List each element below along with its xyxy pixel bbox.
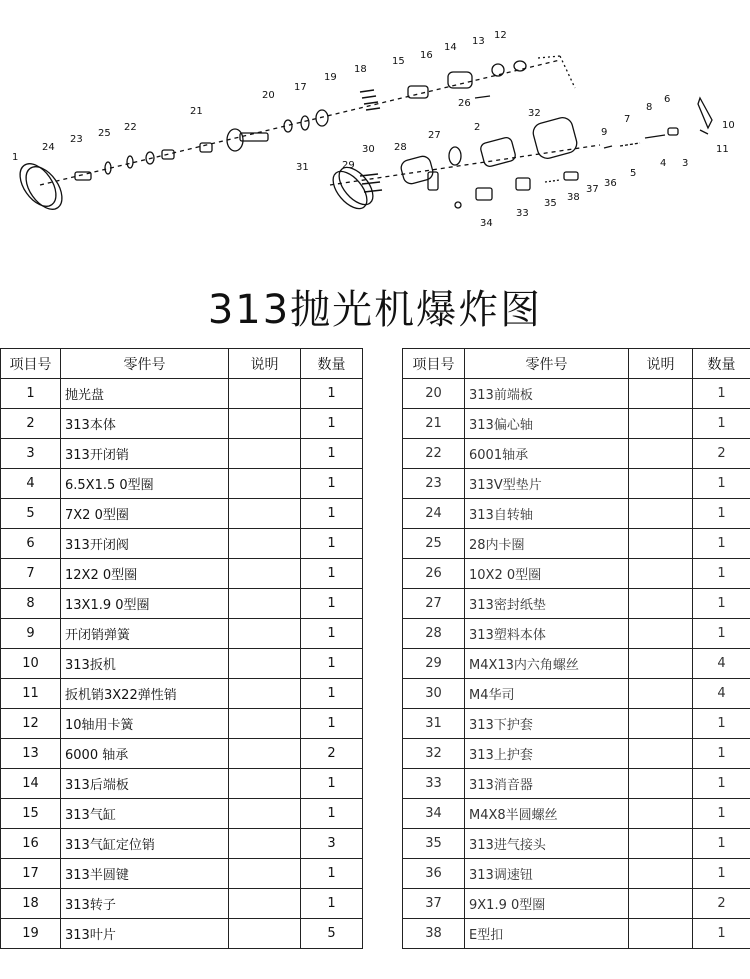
description-cell [229, 409, 301, 439]
description-cell [229, 529, 301, 559]
description-cell [229, 769, 301, 799]
description-cell [229, 379, 301, 409]
quantity-cell: 3 [301, 829, 363, 859]
description-cell [629, 439, 693, 469]
item-number-cell: 14 [1, 769, 61, 799]
header-item-number: 项目号 [1, 349, 61, 379]
callout-label: 25 [98, 128, 111, 139]
table-row [403, 679, 750, 709]
callout-label: 9 [601, 127, 608, 138]
quantity-cell: 1 [301, 709, 363, 739]
part-name-cell: 313转子 [61, 889, 229, 919]
item-number-cell: 36 [403, 859, 465, 889]
quantity-cell: 1 [301, 409, 363, 439]
quantity-cell: 1 [693, 499, 750, 529]
table-row [1, 889, 363, 919]
item-number-cell: 17 [1, 859, 61, 889]
part-name-cell: 313进气接头 [465, 829, 629, 859]
table-row [403, 529, 750, 559]
item-number-cell: 26 [403, 559, 465, 589]
callout-label: 22 [124, 122, 137, 133]
description-cell [629, 379, 693, 409]
description-cell [229, 469, 301, 499]
part-name-cell: E型扣 [465, 919, 629, 949]
callout-label: 34 [480, 218, 493, 229]
item-number-cell: 11 [1, 679, 61, 709]
item-number-cell: 12 [1, 709, 61, 739]
quantity-cell: 1 [693, 739, 750, 769]
item-number-cell: 21 [403, 409, 465, 439]
part-name-cell: 10轴用卡簧 [61, 709, 229, 739]
quantity-cell: 1 [693, 709, 750, 739]
part-name-cell: M4X8半圆螺丝 [465, 799, 629, 829]
callout-label: 29 [342, 160, 355, 171]
table-row [1, 649, 363, 679]
description-cell [229, 799, 301, 829]
quantity-cell: 1 [301, 769, 363, 799]
quantity-cell: 1 [693, 589, 750, 619]
callout-label: 13 [472, 36, 485, 47]
quantity-cell: 1 [693, 469, 750, 499]
header-quantity: 数量 [301, 349, 363, 379]
description-cell [229, 919, 301, 949]
part-name-cell: 313偏心轴 [465, 409, 629, 439]
item-number-cell: 2 [1, 409, 61, 439]
quantity-cell: 1 [301, 469, 363, 499]
part-name-cell: 6001轴承 [465, 439, 629, 469]
description-cell [229, 679, 301, 709]
description-cell [229, 859, 301, 889]
part-name-cell: M4华司 [465, 679, 629, 709]
item-number-cell: 6 [1, 529, 61, 559]
part-name-cell: 7X2 0型圈 [61, 499, 229, 529]
part-name-cell: 313本体 [61, 409, 229, 439]
description-cell [629, 739, 693, 769]
table-row [403, 469, 750, 499]
description-cell [629, 889, 693, 919]
callout-label: 37 [586, 184, 599, 195]
table-row [1, 559, 363, 589]
item-number-cell: 34 [403, 799, 465, 829]
quantity-cell: 1 [693, 829, 750, 859]
part-name-cell: 313密封纸垫 [465, 589, 629, 619]
part-name-cell: 313半圆键 [61, 859, 229, 889]
item-number-cell: 3 [1, 439, 61, 469]
page-title: 313抛光机爆炸图 [207, 287, 543, 333]
description-cell [629, 619, 693, 649]
item-number-cell: 25 [403, 529, 465, 559]
table-row [1, 919, 363, 949]
description-cell [629, 589, 693, 619]
part-name-cell: 313塑料本体 [465, 619, 629, 649]
callout-label: 19 [324, 72, 337, 83]
callout-label: 4 [660, 158, 667, 169]
part-name-cell: 313自转轴 [465, 499, 629, 529]
header-item-number: 项目号 [403, 349, 465, 379]
description-cell [229, 619, 301, 649]
quantity-cell: 1 [693, 379, 750, 409]
header-part-name: 零件号 [61, 349, 229, 379]
description-cell [229, 649, 301, 679]
quantity-cell: 1 [693, 799, 750, 829]
part-name-cell: 6.5X1.5 0型圈 [61, 469, 229, 499]
part-name-cell: 313后端板 [61, 769, 229, 799]
part-name-cell: 12X2 0型圈 [61, 559, 229, 589]
part-name-cell: 313消音器 [465, 769, 629, 799]
callout-label: 36 [604, 178, 617, 189]
part-name-cell: 313调速钮 [465, 859, 629, 889]
callout-label: 14 [444, 42, 457, 53]
table-row [403, 379, 750, 409]
callout-label: 35 [544, 198, 557, 209]
item-number-cell: 28 [403, 619, 465, 649]
description-cell [629, 829, 693, 859]
callout-label: 32 [528, 108, 541, 119]
description-cell [229, 889, 301, 919]
part-name-cell: 13X1.9 0型圈 [61, 589, 229, 619]
table-row [1, 859, 363, 889]
callout-label: 11 [716, 144, 729, 155]
table-row [403, 859, 750, 889]
part-name-cell: 313上护套 [465, 739, 629, 769]
description-cell [629, 859, 693, 889]
part-name-cell: 6000 轴承 [61, 739, 229, 769]
callout-label: 24 [42, 142, 55, 153]
item-number-cell: 27 [403, 589, 465, 619]
table-row [403, 559, 750, 589]
quantity-cell: 1 [693, 529, 750, 559]
description-cell [629, 709, 693, 739]
exploded-view-diagram [0, 0, 750, 250]
quantity-cell: 4 [693, 649, 750, 679]
table-row [1, 529, 363, 559]
item-number-cell: 10 [1, 649, 61, 679]
part-name-cell: 开闭销弹簧 [61, 619, 229, 649]
part-name-cell: 抛光盘 [61, 379, 229, 409]
description-cell [229, 739, 301, 769]
item-number-cell: 20 [403, 379, 465, 409]
item-number-cell: 35 [403, 829, 465, 859]
callout-label: 5 [630, 168, 637, 179]
description-cell [629, 499, 693, 529]
quantity-cell: 1 [693, 859, 750, 889]
quantity-cell: 5 [301, 919, 363, 949]
quantity-cell: 1 [301, 559, 363, 589]
item-number-cell: 19 [1, 919, 61, 949]
item-number-cell: 33 [403, 769, 465, 799]
quantity-cell: 4 [693, 679, 750, 709]
quantity-cell: 1 [301, 379, 363, 409]
table-row [403, 769, 750, 799]
callout-label: 20 [262, 90, 275, 101]
quantity-cell: 1 [301, 589, 363, 619]
quantity-cell: 1 [693, 919, 750, 949]
parts-table-right [402, 348, 750, 949]
callout-label: 26 [458, 98, 471, 109]
callout-label: 6 [664, 94, 671, 105]
part-name-cell: 313扳机 [61, 649, 229, 679]
table-row [1, 679, 363, 709]
quantity-cell: 1 [693, 619, 750, 649]
table-header-row [1, 349, 363, 379]
callout-label: 27 [428, 130, 441, 141]
part-name-cell: 313V型垫片 [465, 469, 629, 499]
description-cell [229, 709, 301, 739]
quantity-cell: 1 [693, 409, 750, 439]
part-name-cell: 313叶片 [61, 919, 229, 949]
table-row [403, 799, 750, 829]
table-row [1, 409, 363, 439]
part-name-cell: 28内卡圈 [465, 529, 629, 559]
quantity-cell: 2 [301, 739, 363, 769]
description-cell [229, 499, 301, 529]
quantity-cell: 1 [301, 529, 363, 559]
item-number-cell: 7 [1, 559, 61, 589]
part-name-cell: M4X13内六角螺丝 [465, 649, 629, 679]
item-number-cell: 23 [403, 469, 465, 499]
table-row [403, 649, 750, 679]
description-cell [629, 679, 693, 709]
quantity-cell: 1 [301, 799, 363, 829]
callout-label: 7 [624, 114, 631, 125]
item-number-cell: 15 [1, 799, 61, 829]
header-description: 说明 [629, 349, 693, 379]
item-number-cell: 5 [1, 499, 61, 529]
callout-label: 28 [394, 142, 407, 153]
item-number-cell: 38 [403, 919, 465, 949]
item-number-cell: 30 [403, 679, 465, 709]
quantity-cell: 1 [301, 679, 363, 709]
table-row [1, 619, 363, 649]
item-number-cell: 32 [403, 739, 465, 769]
parts-table-left [0, 348, 363, 949]
table-row [1, 829, 363, 859]
item-number-cell: 13 [1, 739, 61, 769]
header-quantity: 数量 [693, 349, 750, 379]
part-name-cell: 扳机销3X22弹性销 [61, 679, 229, 709]
table-row [1, 439, 363, 469]
description-cell [229, 589, 301, 619]
callout-label: 8 [646, 102, 653, 113]
item-number-cell: 9 [1, 619, 61, 649]
quantity-cell: 1 [301, 499, 363, 529]
table-row [403, 409, 750, 439]
callout-label: 18 [354, 64, 367, 75]
item-number-cell: 29 [403, 649, 465, 679]
part-name-cell: 313气缸 [61, 799, 229, 829]
item-number-cell: 8 [1, 589, 61, 619]
callout-label: 3 [682, 158, 689, 169]
table-row [1, 589, 363, 619]
table-row [403, 919, 750, 949]
table-row [1, 739, 363, 769]
quantity-cell: 1 [301, 619, 363, 649]
item-number-cell: 16 [1, 829, 61, 859]
description-cell [629, 919, 693, 949]
quantity-cell: 1 [301, 889, 363, 919]
callout-label: 38 [567, 192, 580, 203]
table-row [1, 379, 363, 409]
table-row [1, 769, 363, 799]
table-header-row [403, 349, 750, 379]
table-row [403, 709, 750, 739]
item-number-cell: 24 [403, 499, 465, 529]
part-name-cell: 313下护套 [465, 709, 629, 739]
table-row [1, 469, 363, 499]
header-description: 说明 [229, 349, 301, 379]
quantity-cell: 1 [693, 559, 750, 589]
quantity-cell: 1 [301, 859, 363, 889]
table-row [403, 499, 750, 529]
callout-label: 23 [70, 134, 83, 145]
callout-label: 2 [474, 122, 481, 133]
part-name-cell: 313气缸定位销 [61, 829, 229, 859]
callout-label: 33 [516, 208, 529, 219]
part-name-cell: 9X1.9 0型圈 [465, 889, 629, 919]
description-cell [629, 529, 693, 559]
description-cell [629, 559, 693, 589]
description-cell [629, 649, 693, 679]
table-row [1, 799, 363, 829]
callout-label: 31 [296, 162, 309, 173]
table-row [403, 589, 750, 619]
callout-label: 30 [362, 144, 375, 155]
table-row [1, 709, 363, 739]
description-cell [629, 469, 693, 499]
table-row [1, 499, 363, 529]
callout-label: 10 [722, 120, 735, 131]
description-cell [229, 829, 301, 859]
callout-label: 1 [12, 152, 19, 163]
description-cell [229, 439, 301, 469]
table-row [403, 829, 750, 859]
table-row [403, 619, 750, 649]
quantity-cell: 2 [693, 889, 750, 919]
item-number-cell: 1 [1, 379, 61, 409]
table-row [403, 889, 750, 919]
callout-label: 15 [392, 56, 405, 67]
description-cell [629, 409, 693, 439]
table-row [403, 439, 750, 469]
header-part-name: 零件号 [465, 349, 629, 379]
item-number-cell: 18 [1, 889, 61, 919]
table-row [403, 739, 750, 769]
quantity-cell: 2 [693, 439, 750, 469]
callout-label: 12 [494, 30, 507, 41]
description-cell [629, 769, 693, 799]
description-cell [229, 559, 301, 589]
callout-label: 16 [420, 50, 433, 61]
quantity-cell: 1 [301, 439, 363, 469]
item-number-cell: 22 [403, 439, 465, 469]
callout-label: 17 [294, 82, 307, 93]
description-cell [629, 799, 693, 829]
part-name-cell: 10X2 0型圈 [465, 559, 629, 589]
part-name-cell: 313开闭销 [61, 439, 229, 469]
part-name-cell: 313开闭阀 [61, 529, 229, 559]
item-number-cell: 31 [403, 709, 465, 739]
quantity-cell: 1 [301, 649, 363, 679]
part-name-cell: 313前端板 [465, 379, 629, 409]
callout-label: 21 [190, 106, 203, 117]
quantity-cell: 1 [693, 769, 750, 799]
item-number-cell: 4 [1, 469, 61, 499]
item-number-cell: 37 [403, 889, 465, 919]
